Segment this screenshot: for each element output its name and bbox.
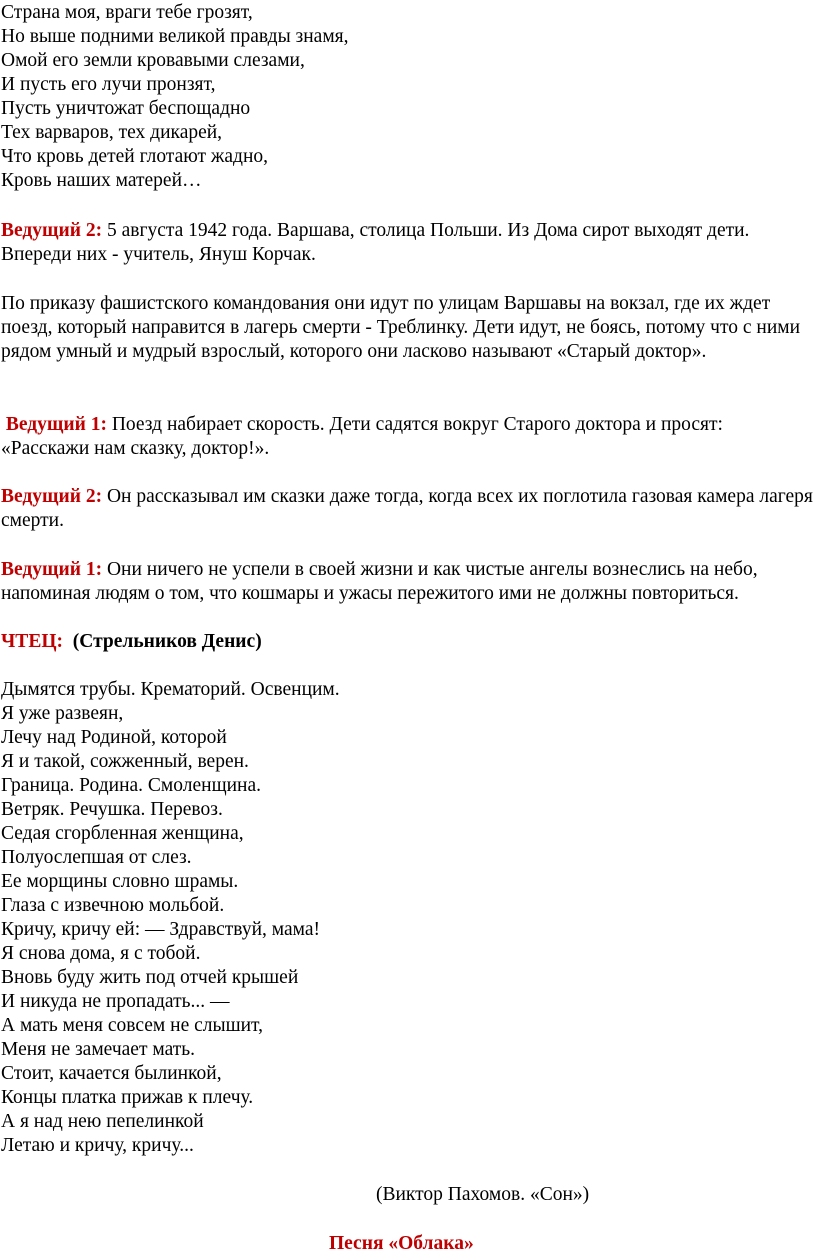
poem-1-line: Что кровь детей глотают жадно, <box>1 146 269 167</box>
poem-2-line: Стоит, качается былинкой, <box>1 1063 222 1084</box>
reader-label: ЧТЕЦ: <box>1 631 63 652</box>
poem-2-line: А я над нею пепелинкой <box>1 1111 204 1132</box>
dialogue-paragraph <box>1 485 814 533</box>
poem-2-line: Лечу над Родиной, которой <box>1 727 227 748</box>
poem-2-line: А мать меня совсем не слышит, <box>1 1015 263 1036</box>
dialogue-text: Он рассказывал им сказки даже тогда, когда всех их поглотила газовая камера лагеря смерти. <box>1 486 813 532</box>
dialogue-paragraph <box>1 219 814 267</box>
dialogue-paragraph <box>1 413 814 461</box>
poem-2-line: Меня не замечает мать. <box>1 1039 196 1060</box>
poem-1-line: Тех варваров, тех дикарей, <box>1 122 223 143</box>
dialogue-paragraph <box>1 292 814 365</box>
poem-2-line: Глаза с извечною мольбой. <box>1 895 225 916</box>
poem-1-line: Омой его земли кровавыми слезами, <box>1 50 305 71</box>
poem-2-line: Летаю и кричу, кричу... <box>1 1135 194 1156</box>
poem-1-line: Но выше подними великой правды знамя, <box>1 26 349 47</box>
speaker-label: Ведущий 1: <box>1 559 103 580</box>
reader-line <box>1 630 262 654</box>
dialogue-text: Они ничего не успели в своей жизни и как чистые ангелы вознеслись на небо, напоминая людям о том, что кошмары и ужасы пережитого ими не должны повториться. <box>1 559 758 605</box>
speaker-label: Ведущий 1: <box>1 414 107 435</box>
speaker-label: Ведущий 2: <box>1 220 103 241</box>
dialogue-paragraph <box>1 558 814 606</box>
poem-2-line: Седая сгорбленная женщина, <box>1 823 244 844</box>
song-title: Песня «Облака» <box>329 1233 474 1254</box>
dialogue-text: 5 августа 1942 года. Варшава, столица Польши. Из Дома сирот выходят дети. Впереди них - учитель, Януш Корчак. <box>1 220 750 266</box>
poem-1-line: Кровь наших матерей… <box>1 170 202 191</box>
poem-2-line: Дымятся трубы. Крематорий. Освенцим. <box>1 679 340 700</box>
poem-2-line: Граница. Родина. Смоленщина. <box>1 775 261 796</box>
reader-name: (Стрельников Денис) <box>63 631 262 652</box>
poem-2-line: Кричу, кричу ей: — Здравствуй, мама! <box>1 919 320 940</box>
poem-1-line: Пусть уничтожат беспощадно <box>1 98 251 119</box>
dialogue-text: По приказу фашистского командования они идут по улицам Варшавы на вокзал, где их ждет поезд, который направится в лагерь смерти - Треблинку. Дети идут, не боясь, потому что с ними рядом умный и мудрый взрослый, которого они ласково называют «Старый доктор». <box>1 293 801 363</box>
poem-2-line: Полуослепшая от слез. <box>1 847 192 868</box>
poem-2-line: Вновь буду жить под отчей крышей <box>1 967 299 988</box>
poem-2-line: Я уже развеян, <box>1 703 124 724</box>
speaker-label: Ведущий 2: <box>1 486 103 507</box>
poem-1-line: Страна моя, враги тебе грозят, <box>1 2 253 23</box>
poem-2-line: Ветряк. Речушка. Перевоз. <box>1 799 223 820</box>
poem-2-line: Ее морщины словно шрамы. <box>1 871 239 892</box>
poem-1-line: И пусть его лучи пронзят, <box>1 74 216 95</box>
poem-2-line: Я и такой, сожженный, верен. <box>1 751 249 772</box>
poem-2-line: Концы платка прижав к плечу. <box>1 1087 254 1108</box>
poem-attribution: (Виктор Пахомов. «Сон») <box>376 1184 590 1205</box>
dialogue-text: Поезд набирает скорость. Дети садятся вокруг Старого доктора и просят: «Расскажи нам сказку, доктор!». <box>1 414 728 460</box>
poem-2-line: И никуда не пропадать... — <box>1 991 230 1012</box>
poem-2-line: Я снова дома, я с тобой. <box>1 943 201 964</box>
